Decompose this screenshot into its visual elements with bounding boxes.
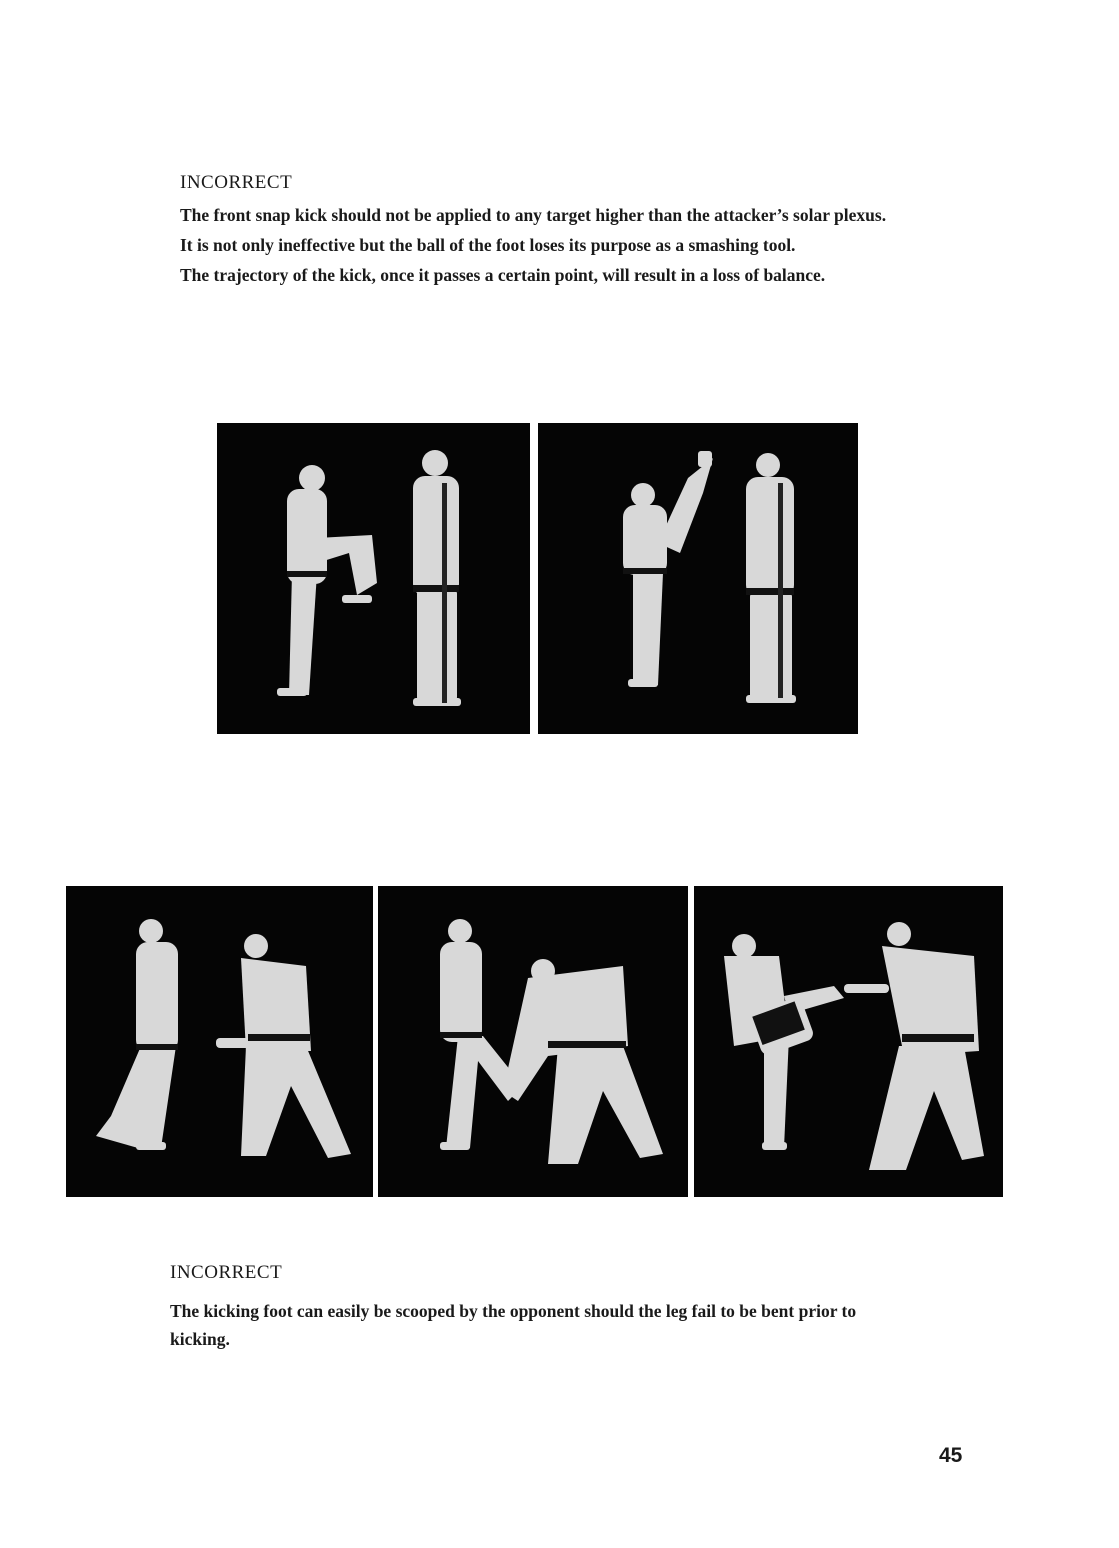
section-1-paragraph: The front snap kick should not be applied to any target higher than the attacker’s solar plexus.: [180, 205, 887, 225]
page-number: 45: [939, 1444, 963, 1467]
section-1-paragraph: The trajectory of the kick, once it passes a certain point, will result in a loss of balance.: [180, 265, 826, 285]
section-1: [180, 172, 910, 287]
section-1-body: [180, 203, 910, 287]
photo-high-kick: [538, 423, 858, 734]
photo-blocked-kick: [694, 886, 1003, 1197]
section-2: [170, 1262, 905, 1353]
section-1-heading: INCORRECT: [180, 172, 293, 193]
section-2-heading: INCORRECT: [170, 1262, 283, 1283]
section-2-paragraph: The kicking foot can easily be scooped by the opponent should the leg fail to be bent prior to kicking.: [170, 1301, 857, 1349]
photo-leg-scooped: [378, 886, 688, 1197]
photo-knee-raised: [217, 423, 530, 734]
photo-opponents-facing: [66, 886, 373, 1197]
section-2-body: [170, 1297, 905, 1353]
section-1-paragraph: It is not only ineffective but the ball of the foot loses its purpose as a smashing tool.: [180, 235, 796, 255]
